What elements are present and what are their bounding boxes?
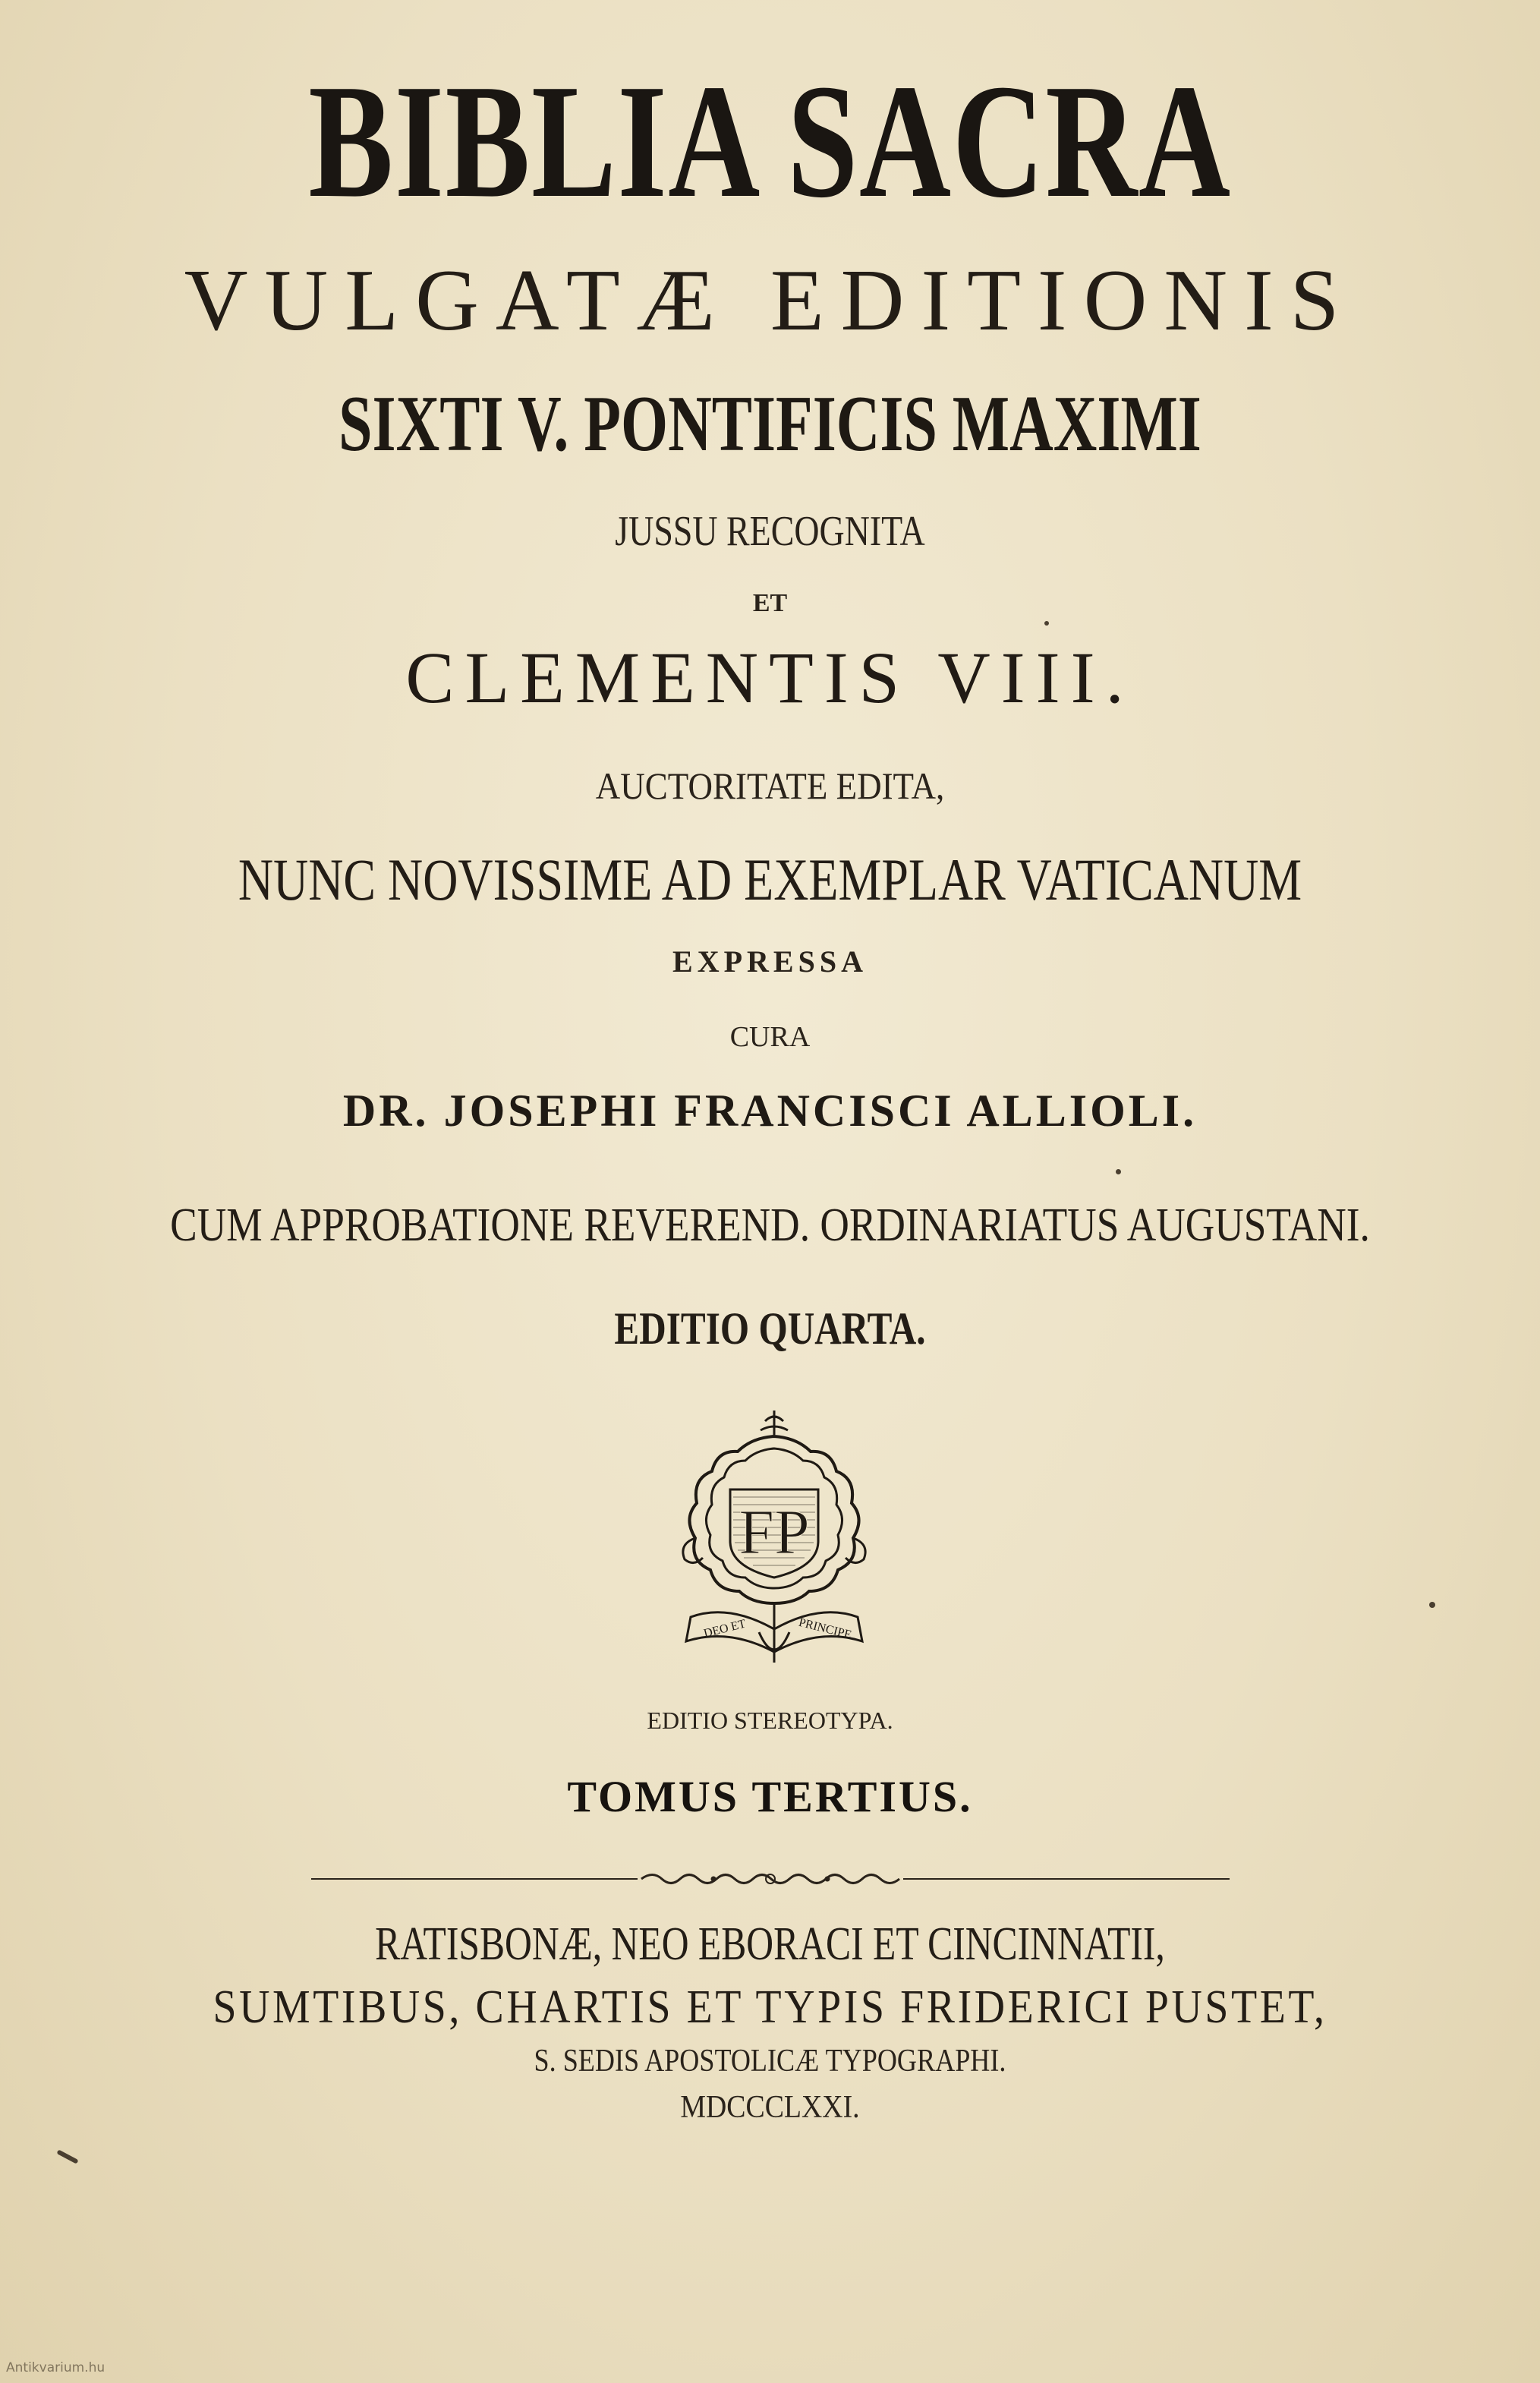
subtitle-vulgatae: VULGATÆ EDITIONIS	[184, 252, 1356, 349]
site-watermark: Antikvarium.hu	[6, 2360, 106, 2375]
editor-name: JOSEPHI FRANCISCI ALLIOLI.	[443, 1086, 1198, 1136]
imprint-publisher: SUMTIBUS, CHARTIS ET TYPIS FRIDERICI PUSTET,	[213, 1981, 1327, 2033]
subtitle-clementis: CLEMENTIS VIII.	[405, 637, 1135, 718]
paper-speck	[1116, 1169, 1121, 1174]
emblem-monogram: FP	[739, 1497, 810, 1568]
subtitle-auctoritate: AUCTORITATE EDITA,	[595, 764, 945, 807]
volume-line: TOMUS TERTIUS.	[567, 1772, 973, 1821]
subtitle-nunc: NUNC NOVISSIME AD EXEMPLAR VATICANUM	[238, 846, 1302, 913]
book-title: BIBLIA SACRA	[308, 50, 1232, 232]
stereotype-line: EDITIO STEREOTYPA.	[647, 1707, 893, 1734]
paper-speck	[56, 2149, 78, 2164]
subtitle-et: ET	[752, 589, 788, 617]
emblem-motto-left: DEO ET	[702, 1617, 748, 1641]
emblem-motto-right: PRINCIPE	[797, 1615, 853, 1642]
publisher-emblem-icon	[676, 1404, 873, 1670]
paper-speck	[1429, 1602, 1435, 1608]
imprint-title: S. SEDIS APOSTOLICÆ TYPOGRAPHI.	[534, 2044, 1006, 2079]
approbation-line: CUM APPROBATIONE REVEREND. ORDINARIATUS AUGUSTANI.	[170, 1199, 1370, 1251]
publication-year: MDCCCLXXI.	[680, 2090, 860, 2125]
editor-line	[0, 1086, 1540, 1136]
subtitle-sixti: SIXTI V. PONTIFICIS MAXIMI	[339, 379, 1201, 468]
ornamental-divider	[311, 1860, 1230, 1898]
subtitle-jussu: JUSSU RECOGNITA	[615, 508, 925, 555]
edition-line: EDITIO QUARTA.	[614, 1303, 926, 1354]
paper-speck	[1044, 621, 1049, 626]
editor-prefix: DR.	[342, 1086, 430, 1136]
subtitle-expressa: EXPRESSA	[672, 944, 868, 979]
subtitle-cura: CURA	[729, 1021, 811, 1053]
imprint-place: RATISBONÆ, NEO EBORACI ET CINCINNATII,	[375, 1918, 1165, 1970]
